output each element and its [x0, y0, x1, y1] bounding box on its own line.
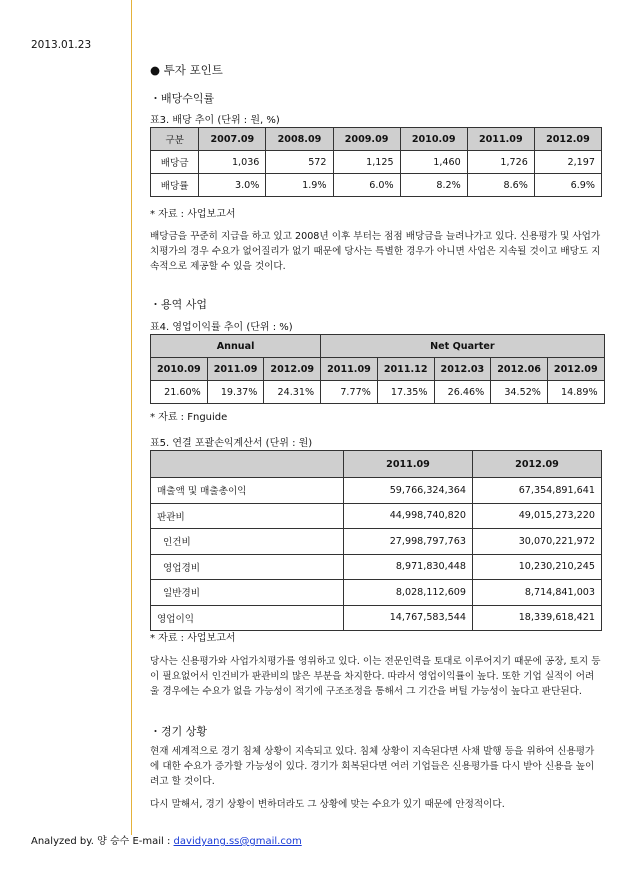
- section-heading: ● 투자 포인트: [150, 63, 223, 77]
- table-cell: 1.9%: [266, 174, 333, 197]
- row-label: 매출액 및 매출총이익: [151, 478, 344, 504]
- header-cell: 2012.03: [434, 358, 491, 381]
- row-label: 영업이익: [151, 605, 344, 631]
- table-cell: 7.77%: [321, 381, 378, 404]
- table-cell: 27,998,797,763: [344, 529, 473, 555]
- subtitle-dividend: ・배당수익률: [150, 92, 215, 105]
- economy-paragraph: 현재 세계적으로 경기 침체 상황이 지속되고 있다. 침체 상황이 지속된다면 사채 발행 등을 위하여 신용평가에 대한 수요가 증가할 가능성이 있다. 경기가 회복된다면 여러 기업들은 신용평가를 다시 받아 신용을 높이려고 할 것이다.: [150, 746, 595, 787]
- subtitle-economy: ・경기 상황: [150, 725, 208, 738]
- header-cell: 2011.12: [377, 358, 434, 381]
- header-cell: 2012.09: [534, 128, 601, 151]
- header-cell: 2011.09: [344, 451, 473, 478]
- row-label: 배당률: [151, 174, 199, 197]
- table4-source: * 자료 : Fnguide: [150, 412, 228, 423]
- group-header-quarter: Net Quarter: [321, 335, 605, 358]
- table-cell: 6.0%: [333, 174, 400, 197]
- table-cell: 14,767,583,544: [344, 605, 473, 631]
- table3-source: * 자료 : 사업보고서: [150, 209, 236, 220]
- table-cell: 49,015,273,220: [473, 503, 602, 529]
- table-row: [151, 151, 602, 174]
- table-header-row: [151, 128, 602, 151]
- margin-rule: [131, 0, 132, 835]
- table-cell: 10,230,210,245: [473, 554, 602, 580]
- header-cell: 2010.09: [151, 358, 208, 381]
- dividend-table: [150, 127, 602, 197]
- table-cell: 44,998,740,820: [344, 503, 473, 529]
- header-cell: 2011.09: [467, 128, 534, 151]
- header-cell: 구분: [151, 128, 199, 151]
- email-link[interactable]: davidyang.ss@gmail.com: [173, 836, 302, 847]
- table-row: [151, 381, 605, 404]
- table-cell: 8.2%: [400, 174, 467, 197]
- table3-caption: 표3. 배당 추이 (단위 : 원, %): [150, 115, 280, 126]
- operating-margin-table: [150, 334, 605, 404]
- row-label: 배당금: [151, 151, 199, 174]
- header-cell: 2012.09: [473, 451, 602, 478]
- footer: [31, 832, 302, 847]
- table-row: [151, 529, 602, 555]
- table-row: [151, 605, 602, 631]
- table-cell: 17.35%: [377, 381, 434, 404]
- income-statement-table: [150, 450, 602, 631]
- report-date: 2013.01.23: [31, 39, 92, 51]
- subtitle-service: ・용역 사업: [150, 298, 208, 311]
- table-row: [151, 503, 602, 529]
- table-cell: 6.9%: [534, 174, 601, 197]
- table-cell: 3.0%: [199, 174, 266, 197]
- header-cell: 2008.09: [266, 128, 333, 151]
- table-cell: 572: [266, 151, 333, 174]
- table-cell: 8,714,841,003: [473, 580, 602, 606]
- cost-paragraph: 당사는 신용평가와 사업가치평가를 영위하고 있다. 이는 전문인력을 토대로 이루어지기 때문에 공장, 토지 등이 필요없어서 인건비가 판관비의 많은 부분을 차지한다. 따라서 영업이익률이 높다. 또한 기업 실적이 어려울 경우에는 수요가 없을 가능성이 적기에 구조조정을 통해서 그 기간을 버틸 가능성이 높다고 판단된다.: [150, 656, 601, 697]
- group-header-annual: Annual: [151, 335, 321, 358]
- table-cell: 1,036: [199, 151, 266, 174]
- table-cell: 8,028,112,609: [344, 580, 473, 606]
- table-cell: 19.37%: [207, 381, 264, 404]
- table-row: [151, 554, 602, 580]
- table-cell: 1,125: [333, 151, 400, 174]
- table-cell: 21.60%: [151, 381, 208, 404]
- table-row: [151, 174, 602, 197]
- header-cell: 2011.09: [207, 358, 264, 381]
- header-cell: [151, 451, 344, 478]
- table-header-row: [151, 358, 605, 381]
- table-cell: 30,070,221,972: [473, 529, 602, 555]
- table-cell: 59,766,324,364: [344, 478, 473, 504]
- header-cell: 2012.09: [264, 358, 321, 381]
- table-cell: 1,460: [400, 151, 467, 174]
- row-label: 판관비: [151, 503, 344, 529]
- footer-author: Analyzed by. 양 승수 E-mail :: [31, 836, 174, 847]
- header-cell: 2009.09: [333, 128, 400, 151]
- table-cell: 24.31%: [264, 381, 321, 404]
- row-label: 일반경비: [151, 580, 344, 606]
- table-cell: 67,354,891,641: [473, 478, 602, 504]
- table-cell: 14.89%: [547, 381, 604, 404]
- table-cell: 8,971,830,448: [344, 554, 473, 580]
- table5-source: * 자료 : 사업보고서: [150, 633, 236, 644]
- header-cell: 2012.06: [491, 358, 548, 381]
- table-cell: 1,726: [467, 151, 534, 174]
- table-group-row: [151, 335, 605, 358]
- table-cell: 18,339,618,421: [473, 605, 602, 631]
- table-header-row: [151, 451, 602, 478]
- conclusion-paragraph: 다시 말해서, 경기 상황이 변하더라도 그 상황에 맞는 수요가 있기 때문에 안정적이다.: [150, 799, 505, 810]
- header-cell: 2007.09: [199, 128, 266, 151]
- table-cell: 8.6%: [467, 174, 534, 197]
- header-cell: 2012.09: [547, 358, 604, 381]
- row-label: 영업경비: [151, 554, 344, 580]
- table5-caption: 표5. 연결 포괄손익계산서 (단위 : 원): [150, 438, 313, 449]
- dividend-paragraph: 배당금을 꾸준히 지급을 하고 있고 2008년 이후 부터는 점점 배당금을 늘려나가고 있다. 신용평가 및 사업가치평가의 경우 수요가 없어질리가 없기 때문에 당사는 특별한 경우가 아니면 사업은 지속될 것이고 배당도 지속적으로 제공할 수 있을 것이다.: [150, 231, 601, 272]
- table-cell: 2,197: [534, 151, 601, 174]
- row-label: 인건비: [151, 529, 344, 555]
- table4-caption: 표4. 영업이익률 추이 (단위 : %): [150, 322, 293, 333]
- header-cell: 2011.09: [321, 358, 378, 381]
- table-row: [151, 478, 602, 504]
- table-cell: 26.46%: [434, 381, 491, 404]
- header-cell: 2010.09: [400, 128, 467, 151]
- table-row: [151, 580, 602, 606]
- table-cell: 34.52%: [491, 381, 548, 404]
